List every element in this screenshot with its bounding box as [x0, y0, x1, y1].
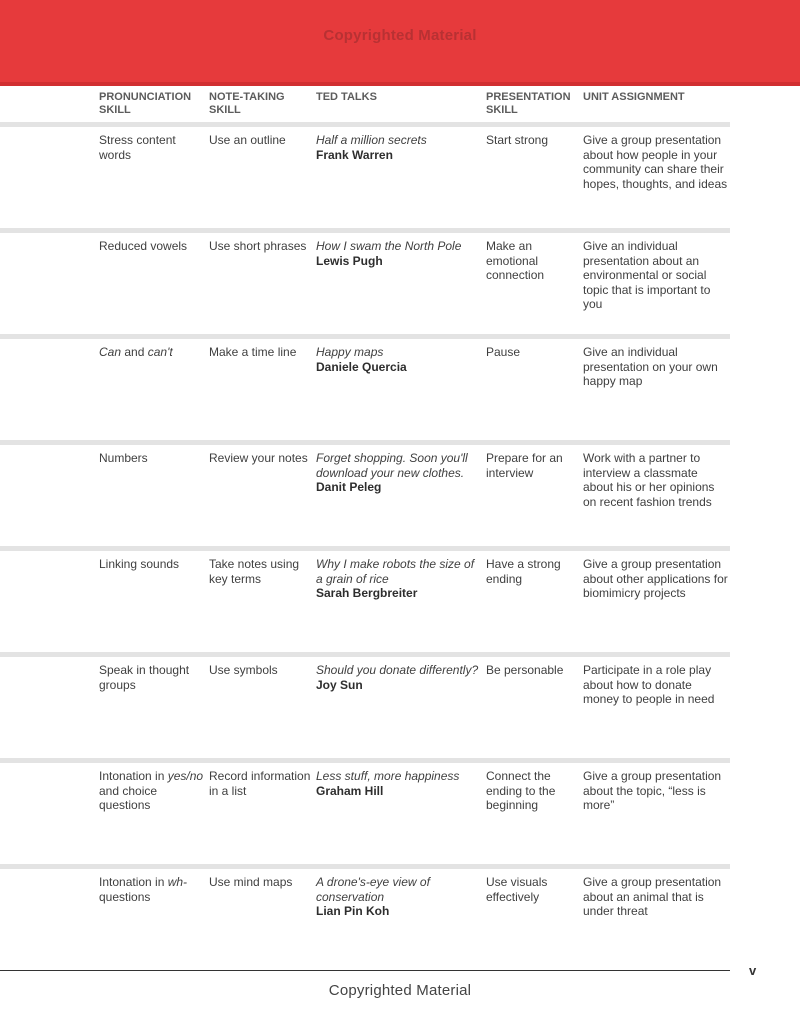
header-presentation-skill: PRESENTATION SKILL: [486, 91, 571, 116]
scope-sequence-table: [0, 91, 730, 970]
pronunciation-cell: Speak in thought groups: [99, 663, 190, 692]
table-row: [0, 127, 730, 228]
pronunciation-cell: Intonation in wh- questions: [99, 875, 188, 904]
ted-talk-cell: [316, 239, 481, 268]
talk-title: Why I make robots the size of a grain of rice: [316, 557, 475, 586]
talk-title: Should you donate differently?: [316, 663, 479, 677]
page-number: v: [749, 963, 757, 978]
speaker-name: Frank Warren: [316, 147, 393, 162]
assignment-cell: Give a group presentation about the topic, “less is more”: [583, 769, 722, 812]
note-taking-cell: Take notes using key terms: [209, 557, 300, 586]
pronunciation-cell: Numbers: [99, 451, 148, 465]
speaker-name: Sarah Bergbreiter: [316, 586, 418, 600]
note-taking-cell: Use an outline: [209, 133, 286, 147]
ted-talk-cell: [316, 345, 481, 374]
ted-talk-cell: [316, 451, 481, 495]
table-header-row: [0, 91, 730, 122]
watermark-top: Copyrighted Material: [323, 27, 477, 44]
speaker-name: Lewis Pugh: [316, 253, 383, 268]
pronunciation-cell: Intonation in yes/no and choice questions: [99, 769, 204, 812]
note-taking-cell: Record information in a list: [209, 769, 311, 798]
note-taking-cell: Make a time line: [209, 345, 297, 359]
assignment-cell: Give a group presentation about an animal that is under threat: [583, 875, 722, 918]
ted-talk-cell: [316, 133, 481, 162]
table-row: [0, 551, 730, 652]
talk-title: A drone's-eye view of conservation: [316, 875, 430, 904]
speaker-name: Daniele Quercia: [316, 359, 407, 374]
presentation-cell: Be personable: [486, 663, 564, 677]
header-band-edge: [0, 82, 800, 86]
ted-talk-cell: [316, 875, 481, 919]
presentation-cell: Prepare for an interview: [486, 451, 563, 480]
ted-talk-cell: [316, 663, 481, 692]
talk-title: Half a million secrets: [316, 133, 427, 147]
presentation-cell: Have a strong ending: [486, 557, 561, 586]
presentation-cell: Start strong: [486, 133, 549, 147]
footer-rule: [0, 970, 730, 971]
note-taking-cell: Use mind maps: [209, 875, 293, 889]
table-row: [0, 339, 730, 440]
speaker-name: Lian Pin Koh: [316, 904, 390, 918]
presentation-cell: Make an emotional connection: [486, 239, 545, 282]
presentation-cell: Connect the ending to the beginning: [486, 769, 556, 812]
header-ted-talks: TED TALKS: [316, 91, 377, 103]
ted-talk-cell: [316, 769, 481, 798]
header-note-taking-skill: NOTE-TAKING SKILL: [209, 91, 285, 116]
speaker-name: Danit Peleg: [316, 480, 382, 494]
presentation-cell: Pause: [486, 345, 521, 359]
note-taking-cell: Use short phrases: [209, 239, 307, 253]
assignment-cell: Participate in a role play about how to donate money to people in need: [583, 663, 715, 706]
pronunciation-cell: Reduced vowels: [99, 239, 188, 253]
pronunciation-cell: Can and can't: [99, 345, 173, 359]
table-row: [0, 233, 730, 334]
talk-title: Happy maps: [316, 345, 384, 359]
pronunciation-cell: Linking sounds: [99, 557, 180, 571]
assignment-cell: Give a group presentation about other applications for biomimicry projects: [583, 557, 728, 600]
header-unit-assignment: UNIT ASSIGNMENT: [583, 91, 685, 103]
table-row: [0, 657, 730, 758]
talk-title: Less stuff, more happiness: [316, 769, 460, 783]
speaker-name: Joy Sun: [316, 677, 363, 692]
talk-title: Forget shopping. Soon you'll download your new clothes.: [316, 451, 468, 480]
note-taking-cell: Use symbols: [209, 663, 278, 677]
ted-talk-cell: [316, 557, 481, 601]
header-pronunciation-skill: PRONUNCIATION SKILL: [99, 91, 192, 116]
pronunciation-cell: Stress content words: [99, 133, 176, 162]
assignment-cell: Work with a partner to interview a classmate about his or her opinions on recent fashion trends: [583, 451, 715, 509]
watermark-bottom: Copyrighted Material: [328, 982, 472, 999]
note-taking-cell: Review your notes: [209, 451, 308, 465]
assignment-cell: Give an individual presentation on your own happy map: [583, 345, 718, 388]
assignment-cell: Give a group presentation about how people in your community can share their hopes, thoughts, and ideas: [583, 133, 728, 191]
table-row: [0, 869, 730, 970]
assignment-cell: Give an individual presentation about an environmental or social topic that is important to you: [583, 239, 711, 311]
talk-title: How I swam the North Pole: [316, 239, 462, 253]
speaker-name: Graham Hill: [316, 783, 384, 798]
table-row: [0, 763, 730, 864]
presentation-cell: Use visuals effectively: [486, 875, 548, 904]
table-row: [0, 445, 730, 546]
